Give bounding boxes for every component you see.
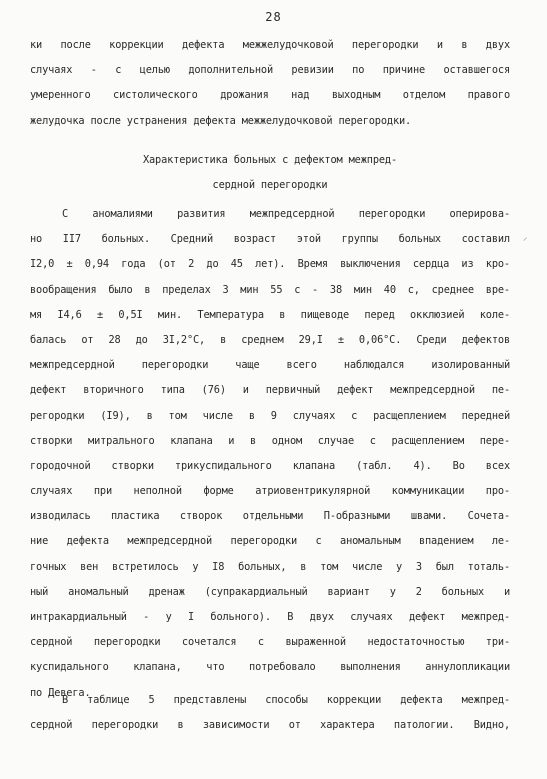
text-line: мя I4,6 ± 0,5I мин. Температура в пищеводе перед окклюзией коле- [30,308,510,321]
text-line: створки митрального клапана и в одном случае с расщеплением пере- [30,434,510,447]
section-heading [80,148,460,198]
paragraph-table5-intro [30,688,510,738]
text-line: ки после коррекции дефекта межжелудочковой перегородки и в двух [30,39,510,51]
page-number: 28 [265,10,282,24]
text-line: гочных вен встретилось у I8 больных, в том числе у 3 был тоталь- [30,560,510,573]
text-line: регородки (I9), в том числе в 9 случаях с расщеплением передней [30,409,510,422]
text-line: дефект вторичного типа (76) и первичный дефект межпредсердной пе- [30,384,510,397]
heading-line: сердной перегородки [212,179,328,192]
heading-line: Характеристика больных с дефектом межпред- [142,154,398,166]
text-line: вообращения было в пределах 3 мин 55 с - 38 мин 40 с, среднее вре- [30,283,510,296]
text-line: куспидального клапана, что потребовало выполнения аннулопликации [30,661,510,674]
intro-paragraph [30,33,510,134]
text-line: городочной створки трикуспидального клапана (табл. 4). Во всех [30,459,510,472]
text-line: по Девега. [30,686,91,699]
text-line: сердной перегородки в зависимости от характера патологии. Видно, [30,719,510,732]
text-line: случаях при неполной форме атриовентрикулярной коммуникации про- [30,485,510,498]
paragraph-asd-characteristics [30,202,510,706]
text-line: интракардиальный - у I больного). В двух случаях дефект межпред- [30,611,510,623]
text-line: I2,0 ± 0,94 года (от 2 до 45 лет). Время выключения сердца из кро- [30,258,510,271]
text-line: умеренного систолического дрожания над выходным отделом правого [30,89,510,102]
text-line: межпредсердной перегородки чаще всего наблюдался изолированный [30,359,510,372]
text-line: но II7 больных. Средний возраст этой группы больных составил [30,233,510,246]
text-line: С аномалиями развития межпредсердной перегородки оперирова- [62,208,510,220]
text-line: балась от 28 до 3I,2°С, в среднем 29,I ± 0,06°С. Среди дефектов [30,333,510,346]
text-line: сердной перегородки сочетался с выраженной недостаточностью три- [30,636,510,649]
text-line: ние дефекта межпредсердной перегородки с аномальным впадением ле- [30,535,510,548]
text-line: В таблице 5 представлены способы коррекции дефекта межпред- [62,694,510,706]
text-line: ный аномальный дренаж (супракардиальный вариант у 2 больных и [30,585,510,598]
text-line: случаях - с целью дополнительной ревизии по причине оставшегося [30,64,510,77]
text-line: желудочка после устранения дефекта межжелудочковой перегородки. [30,114,412,127]
text-line: изводилась пластика створок отдельными П-образными швами. Сочета- [30,510,510,523]
scan-artifact-mark: ⸝ [523,233,528,243]
